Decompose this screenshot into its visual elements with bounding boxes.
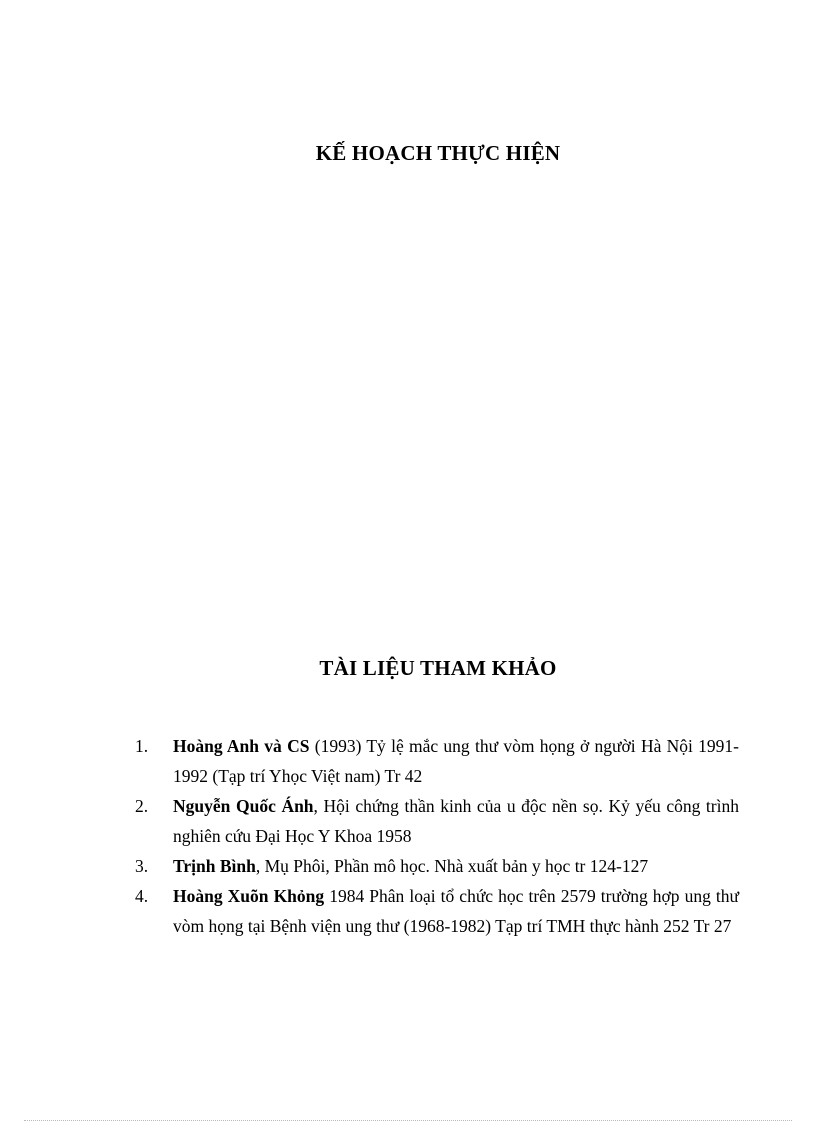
reference-number: 1. [135,736,149,756]
reference-item-1 [135,731,739,791]
reference-details: 1984 Phân loại tổ chức học trên 2579 trường hợp ung thư vòm họng tại Bệnh viện ung thư (1968-1982) Tạp trí TMH thực hành 252 Tr 27 [173,886,739,936]
reference-list [135,731,739,941]
reference-details: , Hội chứng thần kinh của u độc nền sọ. Kỷ yếu công trình nghiên cứu Đại Học Y Khoa 1958 [173,796,739,846]
reference-item-4 [135,881,739,941]
reference-details: , Mụ Phôi, Phần mô học. Nhà xuất bản y học tr 124-127 [255,856,649,876]
reference-number: 2. [135,796,149,816]
reference-number: 3. [135,856,149,876]
reference-author: Trịnh Bình [173,856,256,876]
reference-number: 4. [135,886,149,906]
reference-author: Nguyễn Quốc Ánh [173,796,314,816]
reference-text-block [173,731,739,791]
reference-item-3 [135,851,739,881]
reference-author: Hoàng Xuõn Khỏng [173,886,325,906]
reference-item-2 [135,791,739,851]
plan-heading: KẾ HOẠCH THỰC HIỆN [315,141,561,165]
page-bottom-divider [24,1120,792,1121]
reference-text-block [173,851,739,881]
reference-author: Hoàng Anh và CS [173,736,310,756]
reference-details: (1993) Tỷ lệ mắc ung thư vòm họng ở người Hà Nội 1991-1992 (Tạp trí Yhọc Việt nam) Tr 42 [173,736,739,786]
references-heading: TÀI LIỆU THAM KHẢO [319,656,557,680]
reference-text-block [173,881,739,941]
reference-text-block [173,791,739,851]
